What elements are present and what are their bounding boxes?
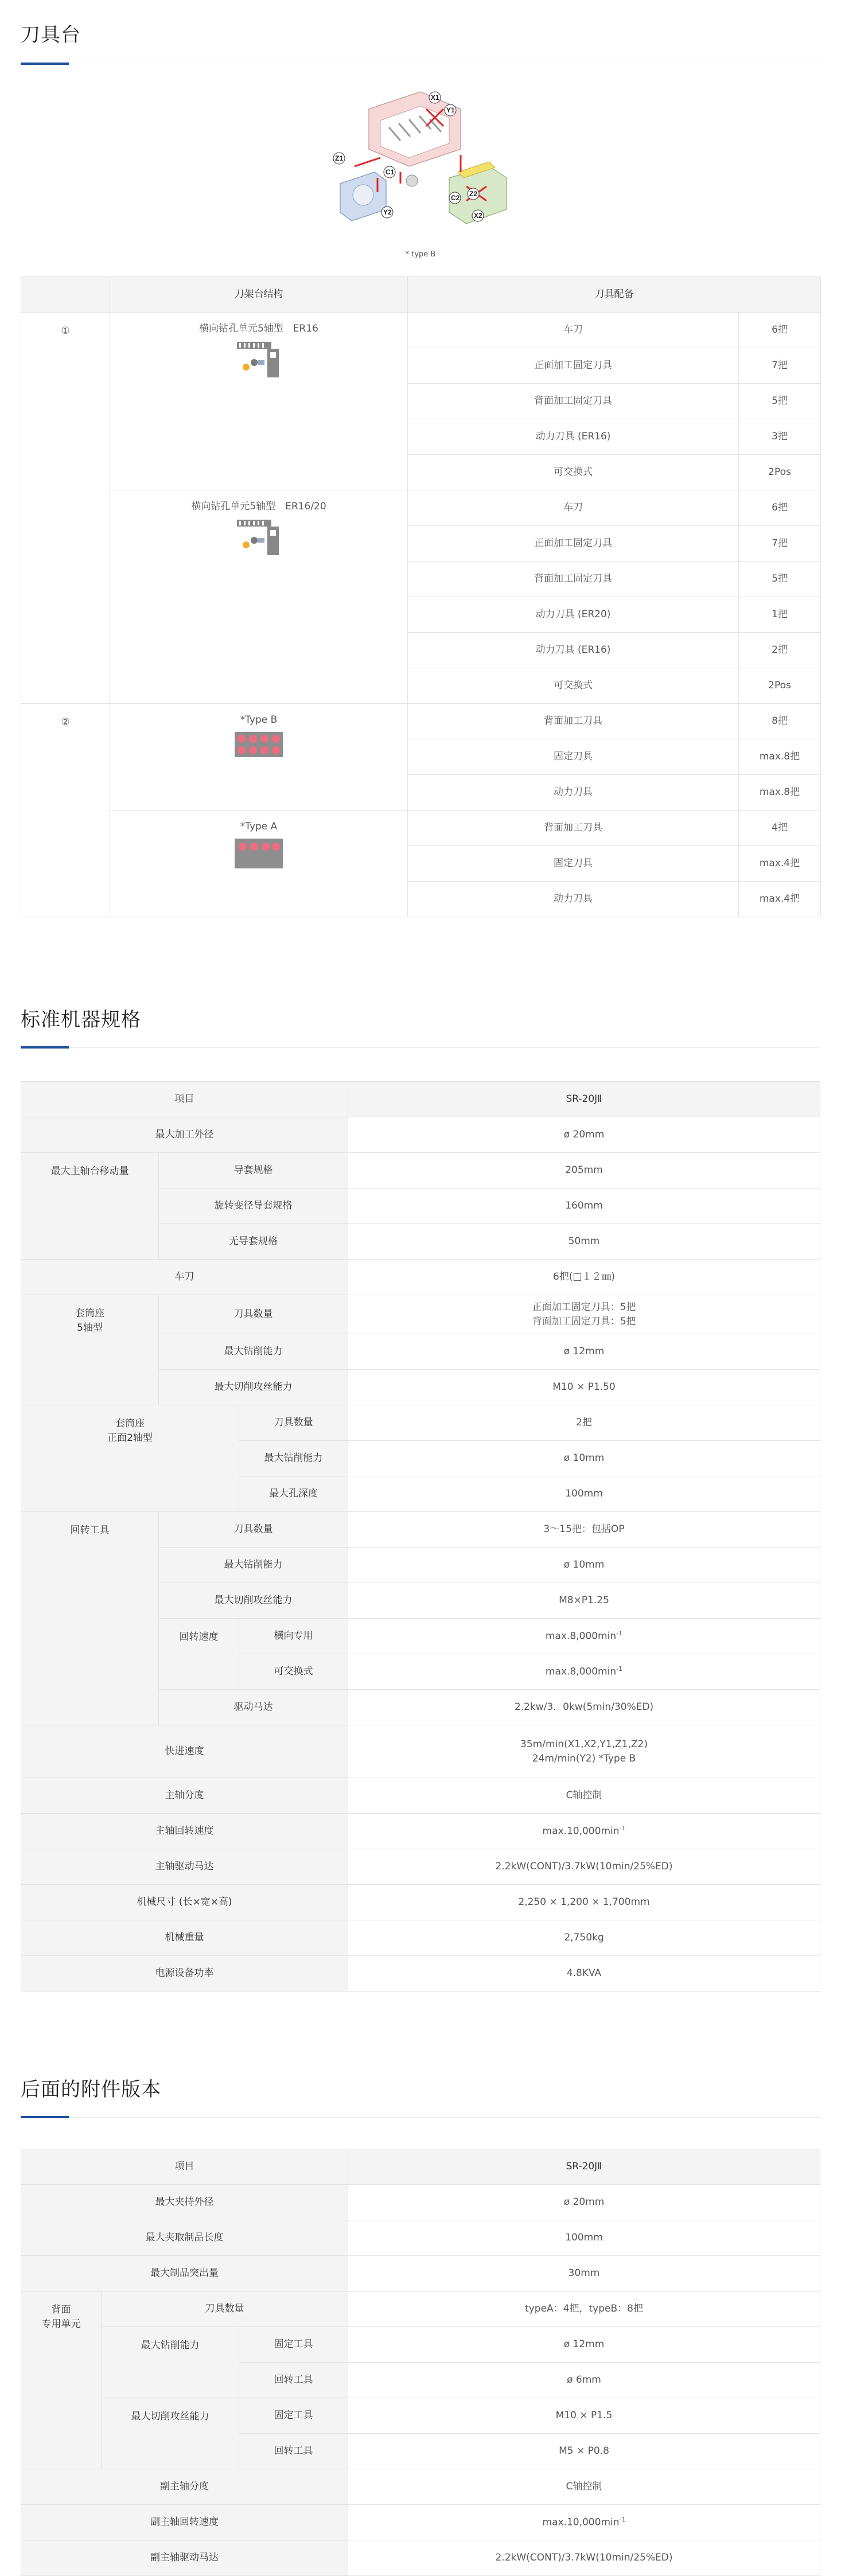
tool-section-title: 刀具台 bbox=[21, 24, 81, 46]
structure-label: *Type A bbox=[240, 821, 278, 832]
tool-count: 5把 bbox=[739, 384, 821, 419]
tool-count: max.4把 bbox=[739, 846, 821, 882]
table-row bbox=[21, 2469, 820, 2505]
header-model: SR-20JⅡ bbox=[348, 2149, 820, 2185]
tool-count: 7把 bbox=[739, 348, 821, 384]
spec-group-label: 套筒座 正面2轴型 bbox=[21, 1405, 239, 1512]
spec-value: 50mm bbox=[348, 1224, 820, 1260]
axis-label-c2: C2 bbox=[451, 194, 460, 202]
spec-value: 2.2kW(CONT)/3.7kW(10min/25%ED) bbox=[348, 1849, 820, 1885]
tool-count: 6把 bbox=[739, 490, 821, 526]
structure-cell bbox=[110, 490, 408, 704]
tool-figure-area bbox=[21, 64, 820, 276]
spec-value: ø 20mm bbox=[348, 1117, 820, 1153]
spec-value: 3～15把：包括OP bbox=[348, 1512, 820, 1548]
figure-caption: * type B bbox=[405, 250, 436, 259]
spec-value: 2,250 × 1,200 × 1,700mm bbox=[348, 1885, 820, 1920]
table-row bbox=[21, 1885, 820, 1920]
structure-label: 横向钻孔单元5轴型 ER16 bbox=[198, 323, 318, 334]
spec-value-text: max.8,000min bbox=[545, 1630, 617, 1642]
tool-name: 动力刀具 (ER20) bbox=[408, 597, 739, 633]
spec-value bbox=[348, 1619, 820, 1654]
header-tools: 刀具配备 bbox=[408, 277, 821, 313]
spec-label: 最大钻削能力 bbox=[239, 1441, 348, 1476]
spec-value: M5 × P0.8 bbox=[348, 2434, 820, 2469]
spec-label: 最大制品突出量 bbox=[21, 2256, 348, 2291]
tool-config-table bbox=[21, 276, 821, 917]
spec-value: M10 × P1.5 bbox=[348, 2398, 820, 2434]
spec-label: 副主轴驱动马达 bbox=[21, 2540, 348, 2576]
spec-value: M8×P1.25 bbox=[348, 1583, 820, 1619]
tool-name: 正面加工固定刀具 bbox=[408, 348, 739, 384]
table-row bbox=[21, 704, 821, 739]
table-header-row bbox=[21, 1082, 820, 1117]
spec-label: 机械重量 bbox=[21, 1920, 348, 1956]
spec-value bbox=[348, 1654, 820, 1690]
tool-name: 动力刀具 (ER16) bbox=[408, 633, 739, 668]
spec-value: ø 20mm bbox=[348, 2185, 820, 2220]
spec-value-text: max.8,000min bbox=[545, 1666, 617, 1678]
tool-count: 4把 bbox=[739, 810, 821, 846]
axis-label-z1: Z1 bbox=[335, 154, 344, 162]
spec-group-label: 套筒座 5轴型 bbox=[21, 1295, 159, 1405]
tool-block-4-icon bbox=[235, 839, 283, 868]
spec-value: 正面加工固定刀具：5把 背面加工固定刀具：5把 bbox=[348, 1295, 820, 1334]
spec-value: 4.8KVA bbox=[348, 1956, 820, 1992]
tool-count: max.8把 bbox=[739, 775, 821, 810]
tool-count: 7把 bbox=[739, 526, 821, 562]
tool-count: 1把 bbox=[739, 597, 821, 633]
spec-value: 2,750kg bbox=[348, 1920, 820, 1956]
spec-value: 160mm bbox=[348, 1188, 820, 1224]
table-row bbox=[21, 2398, 820, 2434]
tool-table-header-row bbox=[21, 277, 821, 313]
spec-table bbox=[21, 1081, 820, 1992]
spec-label: 固定工具 bbox=[239, 2398, 348, 2434]
table-row bbox=[21, 1512, 820, 1548]
tool-block-8-icon bbox=[235, 732, 283, 757]
tool-count: max.8把 bbox=[739, 739, 821, 775]
tool-unit-icon bbox=[236, 519, 282, 559]
table-row bbox=[21, 313, 821, 348]
group-number: ① bbox=[21, 313, 110, 704]
table-row bbox=[21, 1778, 820, 1814]
spec-value-sup: -1 bbox=[616, 1665, 623, 1673]
spec-section-header bbox=[21, 979, 820, 1048]
table-header-row bbox=[21, 2149, 820, 2185]
spec-label: 最大孔深度 bbox=[239, 1476, 348, 1512]
tool-unit-icon bbox=[236, 341, 282, 381]
spec-value-text: max.10,000min bbox=[542, 1825, 620, 1837]
axis-label-x2: X2 bbox=[474, 212, 482, 220]
spec-value: C轴控制 bbox=[348, 1778, 820, 1814]
tool-name: 可交换式 bbox=[408, 668, 739, 704]
spec-label: 回转工具 bbox=[239, 2434, 348, 2469]
spec-value: 35m/min(X1,X2,Y1,Z1,Z2) 24m/min(Y2) *Type B bbox=[348, 1725, 820, 1778]
spec-label: 最大切削攻丝能力 bbox=[159, 1370, 348, 1405]
tool-name: 动力刀具 bbox=[408, 775, 739, 810]
spec-label: 机械尺寸 (长×宽×高) bbox=[21, 1885, 348, 1920]
table-row bbox=[21, 1117, 820, 1153]
header-blank bbox=[21, 277, 110, 313]
spec-sub-group-label: 最大切削攻丝能力 bbox=[102, 2398, 239, 2469]
spec-label: 主轴驱动马达 bbox=[21, 1849, 348, 1885]
spec-sub-group-label: 回转速度 bbox=[159, 1619, 239, 1690]
tool-name: 背面加工固定刀具 bbox=[408, 562, 739, 597]
axis-label-x1: X1 bbox=[431, 93, 439, 102]
spec-label: 刀具数量 bbox=[102, 2291, 348, 2327]
spec-value: 2.2kW(CONT)/3.7kW(10min/25%ED) bbox=[348, 2540, 820, 2576]
spec-label: 电源设备功率 bbox=[21, 1956, 348, 1992]
tool-name: 背面加工刀具 bbox=[408, 704, 739, 739]
spec-value: 100mm bbox=[348, 2220, 820, 2256]
spec-label: 旋转变径导套规格 bbox=[159, 1188, 348, 1224]
spec-label: 固定工具 bbox=[239, 2327, 348, 2363]
spec-sub-group-label: 最大钻削能力 bbox=[102, 2327, 239, 2398]
axis-label-c1: C1 bbox=[386, 168, 395, 176]
machine-axis-diagram bbox=[323, 86, 518, 258]
table-row bbox=[21, 810, 821, 846]
spec-section-title: 标准机器规格 bbox=[21, 1008, 141, 1031]
tool-section-header bbox=[21, 0, 820, 64]
attachment-section-header bbox=[21, 2049, 820, 2118]
spec-value: ø 6mm bbox=[348, 2363, 820, 2398]
spec-label: 无导套规格 bbox=[159, 1224, 348, 1260]
structure-cell bbox=[110, 810, 408, 917]
spec-value: C轴控制 bbox=[348, 2469, 820, 2505]
attachment-table bbox=[21, 2149, 820, 2576]
spec-value: ø 12mm bbox=[348, 2327, 820, 2363]
spec-value: 205mm bbox=[348, 1153, 820, 1188]
tool-name: 背面加工刀具 bbox=[408, 810, 739, 846]
spec-label: 车刀 bbox=[21, 1260, 348, 1295]
attachment-section-title: 后面的附件版本 bbox=[21, 2078, 161, 2101]
spec-value: 30mm bbox=[348, 2256, 820, 2291]
tool-name: 背面加工固定刀具 bbox=[408, 384, 739, 419]
spec-label: 驱动马达 bbox=[159, 1690, 348, 1725]
spec-label: 快进速度 bbox=[21, 1725, 348, 1778]
spec-label: 最大加工外径 bbox=[21, 1117, 348, 1153]
spec-label: 回转工具 bbox=[239, 2363, 348, 2398]
spec-label: 副主轴回转速度 bbox=[21, 2505, 348, 2540]
spec-value: ø 10mm bbox=[348, 1441, 820, 1476]
structure-cell bbox=[110, 313, 408, 490]
tool-name: 车刀 bbox=[408, 313, 739, 348]
spec-label: 主轴分度 bbox=[21, 1778, 348, 1814]
spec-value-sup: -1 bbox=[619, 1824, 626, 1832]
table-row bbox=[21, 1849, 820, 1885]
spec-label: 最大钻削能力 bbox=[159, 1334, 348, 1370]
tool-count: 2把 bbox=[739, 633, 821, 668]
spec-value: ø 10mm bbox=[348, 1548, 820, 1583]
table-row bbox=[21, 2185, 820, 2220]
spec-label: 可交换式 bbox=[239, 1654, 348, 1690]
header-model: SR-20JⅡ bbox=[348, 1082, 820, 1117]
tool-name: 固定刀具 bbox=[408, 739, 739, 775]
spec-label: 刀具数量 bbox=[239, 1405, 348, 1441]
table-row bbox=[21, 1814, 820, 1849]
tool-name: 可交换式 bbox=[408, 455, 739, 490]
title-accent-bar bbox=[21, 2116, 69, 2118]
tool-name: 动力刀具 bbox=[408, 882, 739, 917]
spec-label: 副主轴分度 bbox=[21, 2469, 348, 2505]
spec-value-text: max.10,000min bbox=[542, 2516, 620, 2528]
axis-label-z2: Z2 bbox=[469, 190, 478, 198]
spec-value-sup: -1 bbox=[619, 2515, 626, 2523]
table-row bbox=[21, 2256, 820, 2291]
table-row bbox=[21, 1920, 820, 1956]
spec-group-label: 最大主轴台移动量 bbox=[21, 1153, 159, 1260]
spec-value: ø 12mm bbox=[348, 1334, 820, 1370]
table-row bbox=[21, 1295, 820, 1334]
spec-group-label: 背面 专用单元 bbox=[21, 2291, 102, 2469]
spec-value bbox=[348, 2505, 820, 2540]
spec-label: 最大夹取制品长度 bbox=[21, 2220, 348, 2256]
table-row bbox=[21, 1956, 820, 1992]
table-row bbox=[21, 490, 821, 526]
table-row bbox=[21, 2505, 820, 2540]
table-row bbox=[21, 1405, 820, 1441]
table-row bbox=[21, 2220, 820, 2256]
tool-count: 8把 bbox=[739, 704, 821, 739]
spec-value: 2把 bbox=[348, 1405, 820, 1441]
table-row bbox=[21, 2327, 820, 2363]
table-row bbox=[21, 1153, 820, 1188]
axis-label-y1: Y1 bbox=[446, 106, 455, 114]
spec-label: 刀具数量 bbox=[159, 1295, 348, 1334]
tool-count: 2Pos bbox=[739, 455, 821, 490]
tool-count: 6把 bbox=[739, 313, 821, 348]
spec-label: 横向专用 bbox=[239, 1619, 348, 1654]
spec-value: M10 × P1.50 bbox=[348, 1370, 820, 1405]
table-row bbox=[21, 2540, 820, 2576]
structure-cell bbox=[110, 704, 408, 810]
tool-name: 动力刀具 (ER16) bbox=[408, 419, 739, 455]
header-item: 项目 bbox=[21, 2149, 348, 2185]
tool-count: max.4把 bbox=[739, 882, 821, 917]
header-item: 项目 bbox=[21, 1082, 348, 1117]
title-accent-bar bbox=[21, 1046, 69, 1049]
spec-value: 2.2kw/3．0kw(5min/30%ED) bbox=[348, 1690, 820, 1725]
machine-axis-illustration bbox=[323, 86, 518, 247]
spec-value: 6把(□１２㎜) bbox=[348, 1260, 820, 1295]
spec-label: 刀具数量 bbox=[159, 1512, 348, 1548]
spec-value-sup: -1 bbox=[616, 1629, 623, 1637]
spec-label: 最大钻削能力 bbox=[159, 1548, 348, 1583]
table-row bbox=[21, 1725, 820, 1778]
axis-label-y2: Y2 bbox=[383, 208, 392, 216]
tool-name: 车刀 bbox=[408, 490, 739, 526]
spec-label: 主轴回转速度 bbox=[21, 1814, 348, 1849]
spec-label: 最大夹持外径 bbox=[21, 2185, 348, 2220]
tool-count: 5把 bbox=[739, 562, 821, 597]
spec-group-label: 回转工具 bbox=[21, 1512, 159, 1725]
group-number: ② bbox=[21, 704, 110, 917]
tool-count: 3把 bbox=[739, 419, 821, 455]
title-accent-bar bbox=[21, 63, 69, 65]
spec-label: 导套规格 bbox=[159, 1153, 348, 1188]
spec-value: 100mm bbox=[348, 1476, 820, 1512]
structure-label: 横向钻孔单元5轴型 ER16/20 bbox=[191, 501, 326, 512]
spec-value: typeA：4把，typeB：8把 bbox=[348, 2291, 820, 2327]
table-row bbox=[21, 1260, 820, 1295]
spec-label: 最大切削攻丝能力 bbox=[159, 1583, 348, 1619]
structure-label: *Type B bbox=[240, 714, 278, 726]
tool-name: 固定刀具 bbox=[408, 846, 739, 882]
spec-value bbox=[348, 1814, 820, 1849]
tool-count: 2Pos bbox=[739, 668, 821, 704]
header-structure: 刀架台结构 bbox=[110, 277, 408, 313]
tool-name: 正面加工固定刀具 bbox=[408, 526, 739, 562]
table-row bbox=[21, 2291, 820, 2327]
